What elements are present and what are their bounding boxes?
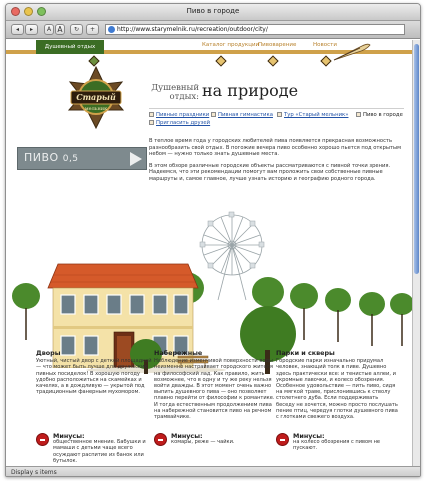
nav-item-brewing[interactable]: Пивоварение <box>258 42 297 48</box>
window-title: Пиво в городе <box>186 7 240 15</box>
divider <box>149 108 404 109</box>
bigger-text-button[interactable]: A <box>55 24 65 35</box>
section-text: Уютный, чистый двор с деткой площадкой — что может быть лучше для дружеских пивных посиделок! В хорошую погоду удобно расположиться на скамейках и качелях, а в дождливую — укрытой под традиционным фанерным мухомором. <box>36 358 152 396</box>
link-invite-friends[interactable]: Пригласить друзей <box>149 120 210 127</box>
city-icon <box>356 112 361 117</box>
link-beer-holidays[interactable]: Пивные праздники <box>149 112 209 119</box>
section-yards <box>36 350 158 395</box>
beer-road-sign <box>17 147 147 170</box>
page-title: на природе <box>202 81 299 100</box>
minus-text: общественное мнение. Бабушки и мамаши с детьми чаще всего осуждают распитие из банок или бутылок. <box>53 439 146 464</box>
minus-icon <box>36 433 49 446</box>
minus-icon <box>154 433 167 446</box>
minus-title: Минусы: <box>171 432 203 440</box>
back-button[interactable]: ◂ <box>11 24 24 35</box>
section-text: Наблюдение изменчивой поверхности воды неизменно настраивает городского жителя на философский лад. Как правило, жить возможнее, что в одну и ту же реку нельзя войти дважды. В этот момент очень важно выпить душевного пива — оно позволяет плавно перейти от философии к романтике. И тогда естественным продолжением пива на набережной становится пиво на речном трамвайчике. <box>154 358 275 421</box>
page-icon <box>211 112 216 117</box>
section-title: Набережные <box>154 349 203 357</box>
minus-text: комары, реже — чайки. <box>171 439 235 446</box>
minus-text: на колесо обозрения с пивом не пускают. <box>293 439 381 452</box>
intro-paragraph: В теплое время года у городских любителей пива появляется прекрасная возможность разнообразить свой отдых. В погожие вечера пиво особенно хорошо пьется под открытым небом — нужно только знать душевные места. <box>149 138 401 157</box>
minus-title: Минусы: <box>53 432 85 440</box>
link-beer-gymnastics[interactable]: Пивная гимнастика <box>211 112 273 119</box>
minus-parks <box>276 433 398 452</box>
nav-item-catalog[interactable]: Каталог продукции <box>202 42 260 48</box>
minus-embankments <box>154 433 276 445</box>
browser-window <box>5 3 421 477</box>
globe-icon <box>108 26 115 33</box>
minus-title: Минусы: <box>293 432 325 440</box>
nav-marker-icon <box>215 55 226 66</box>
section-parks <box>276 350 398 420</box>
section-text: Городские парки изначально придумал человек, знающий толк в пиве. Душевно здесь практически все: и тенистые аллеи, и укромные лавочки, и колесо обозрения. Особенное удовольствие — пить пиво, сидя на мягкой траве, прислонившись к стволу столетнего дуба. Если поддерживать беседу не хочется, можно просто послушать пение птиц, чередуя глотки душевного пива с глотками свежего воздуха. <box>276 358 398 421</box>
feather-pen-icon <box>332 42 372 62</box>
section-embankments <box>154 350 276 420</box>
forward-button[interactable]: ▸ <box>25 24 38 35</box>
logo-text-bottom: мельник <box>84 106 108 112</box>
nav-item-recreation[interactable]: Душевный отдых <box>36 40 104 54</box>
link-beer-in-city: Пиво в городе <box>356 112 403 119</box>
scrollbar-thumb[interactable] <box>414 44 419 274</box>
minus-icon <box>276 433 289 446</box>
sign-text: ПИВО <box>24 151 59 164</box>
section-title: Дворы <box>36 349 61 357</box>
address-url: http://www.starymelnik.ru/recreation/outdoor/city/ <box>117 26 268 33</box>
nav-item-news[interactable]: Новости <box>313 42 337 48</box>
smaller-text-button[interactable]: A <box>44 24 54 35</box>
browser-toolbar <box>6 21 420 39</box>
status-bar: Display s items <box>6 466 420 477</box>
map-icon <box>277 112 282 117</box>
calendar-icon <box>149 112 154 117</box>
headline-small: Душевный отдых: <box>151 83 199 102</box>
intro-paragraph: В этом обзоре различные городские объекты рассматриваются с пивной точки зрения. Надеемся, что эти рекомендации помогут вам проложить свои собственные пивные маршруты и, самое главное, лучше узнать историю и географию родного города. <box>149 162 391 182</box>
logo-text-top: Старый <box>76 92 116 102</box>
invite-icon <box>149 120 154 125</box>
title-bar <box>6 4 420 21</box>
nav-marker-icon <box>320 55 331 66</box>
arrow-right-icon <box>130 152 142 166</box>
sign-volume: 0,5 <box>62 154 79 164</box>
intro-text <box>149 138 411 187</box>
address-bar[interactable] <box>105 24 405 35</box>
page-viewport <box>6 40 414 466</box>
section-title: Парки и скверы <box>276 349 335 357</box>
minus-yards <box>36 433 158 464</box>
add-bookmark-button[interactable]: + <box>86 24 99 35</box>
vertical-scrollbar[interactable] <box>412 40 420 466</box>
nav-marker-icon <box>267 55 278 66</box>
link-tour[interactable]: Тур «Старый мельник» <box>277 112 348 119</box>
stary-melnik-logo[interactable] <box>61 64 131 134</box>
reload-button[interactable]: ↻ <box>70 24 83 35</box>
